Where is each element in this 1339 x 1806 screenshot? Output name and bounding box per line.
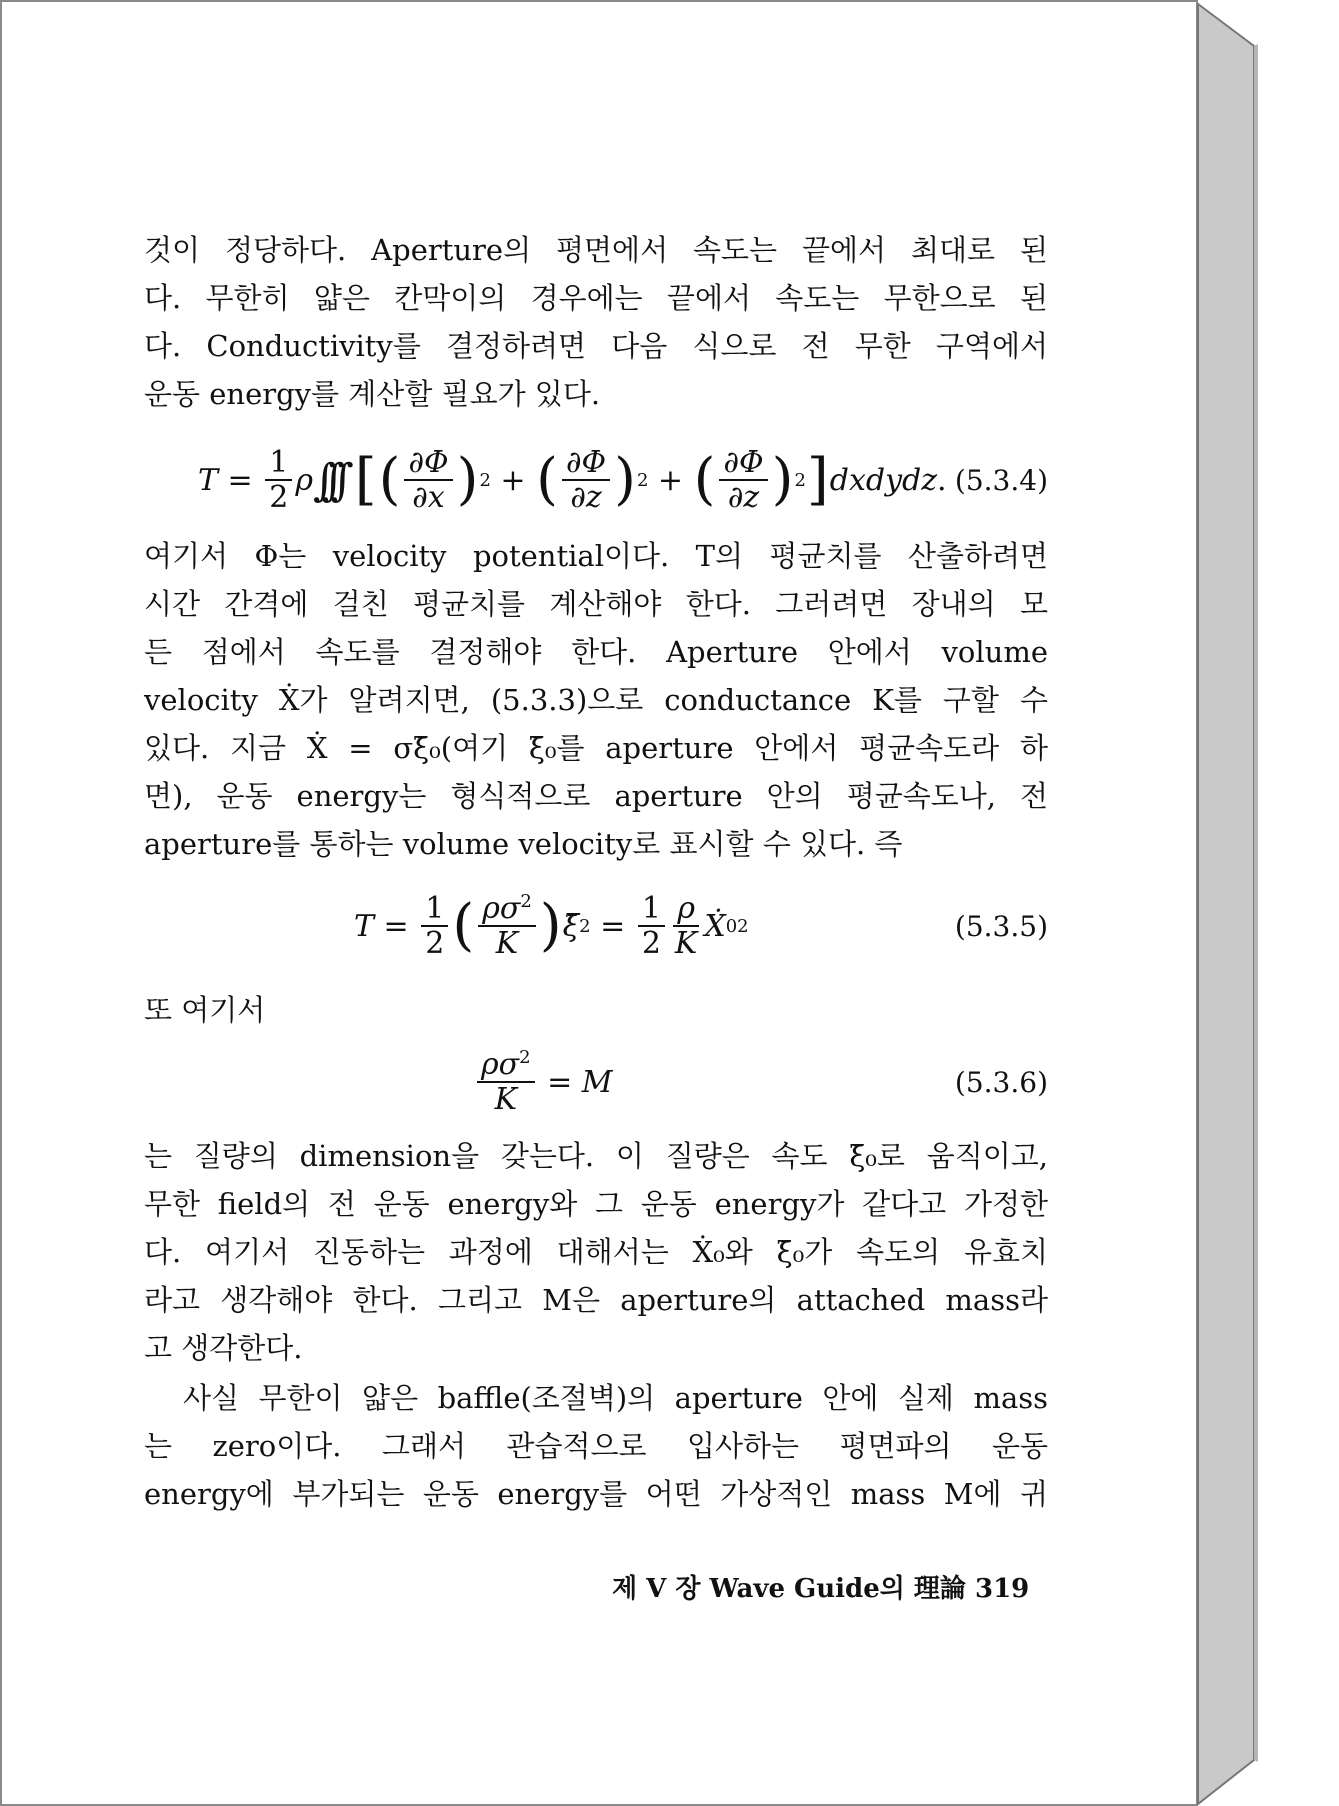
paragraph-2 [144,532,1048,868]
text-line: 고 생각한다. [144,1331,303,1365]
text-line: 운동 energy를 계산할 필요가 있다. [144,377,601,411]
text-line: energy에 부가되는 운동 energy를 어떤 가상적인 mass M에 귀 [144,1477,1048,1511]
text-line: 는 zero이다. 그래서 관습적으로 입사하는 평면파의 운동 [144,1429,1048,1463]
text-line: 또 여기서 [144,993,266,1027]
text-line: 면), 운동 energy는 형식적으로 aperture 안의 평균속도나, 전 [144,779,1048,813]
text-line: 여기서 Φ는 velocity potential이다. T의 평균치를 산출하려면 [144,539,1048,573]
paragraph-1 [144,226,1048,418]
equation-body: T = $\frac{1}{2}$ ( $\frac{\rho\sigma^2}{K}$ ) ξ̄ 2 = $\frac{1}{2}$ $\frac{\rho}{K}$ Ẋ 0 2 [354,891,749,961]
equation-5-3-6 [144,1042,1048,1122]
text-line: 무한 field의 전 운동 energy와 그 운동 energy가 같다고 가정한 [144,1187,1048,1221]
text-line: 는 질량의 dimension을 갖는다. 이 질량은 속도 ξ̄₀로 움직이고, [144,1139,1048,1173]
equation-number: (5.3.6) [954,1065,1048,1099]
text-line: 사실 무한이 얇은 baffle(조절벽)의 aperture 안에 실제 mass [144,1381,1048,1415]
equation-5-3-4 [144,440,1048,520]
paragraph-3 [144,986,1048,1034]
text-line: aperture를 통하는 volume velocity로 표시할 수 있다. 즉 [144,827,903,861]
text-line: 다. 여기서 진동하는 과정에 대해서는 Ẋ₀와 ξ̄₀가 속도의 유효치 [144,1235,1048,1269]
text-line: 든 점에서 속도를 결정해야 한다. Aperture 안에서 volume [144,635,1048,669]
equation-body: T = $\frac{1}{2}$ ρ ∫∫∫ [ ( $\frac{\partial\Phi}{\partial x}$ ) 2 + ( $\frac{\partial\Phi}{\partial z}$ ) 2 + ( $\frac{\partial\Phi}{\partial z}$ ) 2 ] dxdydz . [198,445,947,515]
text-line: 시간 간격에 걸친 평균치를 계산해야 한다. 그러려면 장내의 모 [144,587,1048,621]
equation-number: (5.3.4) [954,463,1048,497]
text-line: 다. 무한히 얇은 칸막이의 경우에는 끝에서 속도는 무한으로 된 [144,281,1048,315]
page-footer: 제 V 장 Wave Guide의 理論 319 [612,1574,1030,1604]
text-line: 것이 정당하다. Aperture의 평면에서 속도는 끝에서 최대로 된 [144,233,1048,267]
paragraph-5 [144,1374,1048,1518]
equation-number: (5.3.5) [954,909,1048,943]
book-edge [1196,0,1339,1806]
text-line: 라고 생각해야 한다. 그리고 M은 aperture의 attached mass라 [144,1283,1048,1317]
text-line: velocity Ẋ가 알려지면, (5.3.3)으로 conductance K를 구할 수 [144,683,1048,717]
text-line: 다. Conductivity를 결정하려면 다음 식으로 전 무한 구역에서 [144,329,1048,363]
equation-5-3-5 [144,886,1048,966]
paragraph-4 [144,1132,1048,1372]
text-line: 있다. 지금 Ẋ = σξ̄₀(여기 ξ̄₀를 aperture 안에서 평균속도라 하 [144,731,1048,765]
equation-body: $\frac{\rho\sigma^2}{K}$ = M [474,1042,613,1122]
